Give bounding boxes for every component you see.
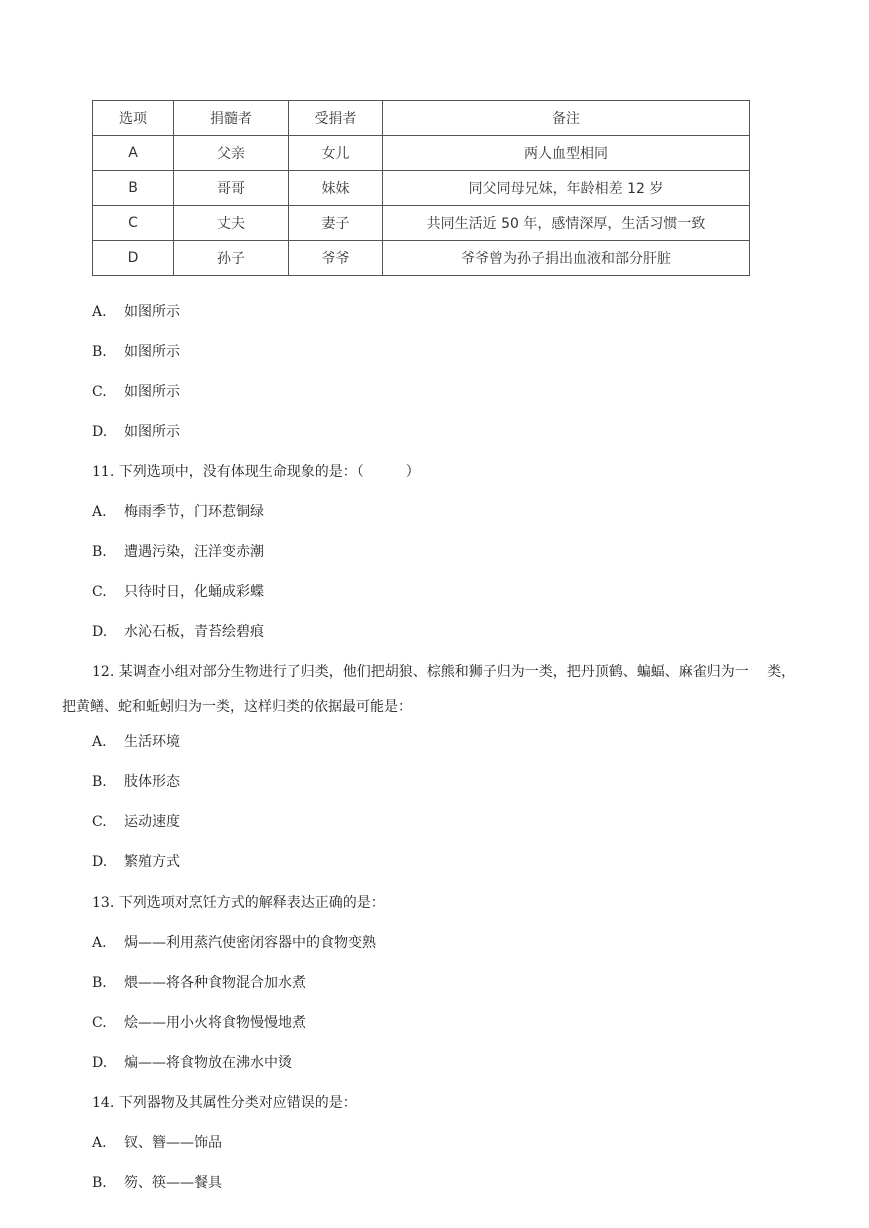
table-cell: C [93,206,174,241]
table-cell: A [93,136,174,171]
option-b: B. 笏、筷——餐具 [92,1175,222,1191]
table-header-cell: 捐髓者 [174,101,289,136]
option-a: A. 如图所示 [92,304,180,320]
question-12-stem-line2: 把黄鳝、蛇和蚯蚓归为一类，这样归类的依据最可能是： [62,699,412,715]
option-a: A. 焗——利用蒸汽使密闭容器中的食物变熟 [92,935,376,951]
option-a: A. 生活环境 [92,734,180,750]
table-cell: 爷爷 [289,241,383,276]
option-c: C. 运动速度 [92,814,180,830]
option-b: B. 遭遇污染，汪洋变赤潮 [92,544,264,560]
option-a: A. 梅雨季节，门环惹铜绿 [92,504,264,520]
table-cell: 丈夫 [174,206,289,241]
question-12-stem-line1: 12. 某调查小组对部分生物进行了归类，他们把胡狼、棕熊和狮子归为一类，把丹顶鹤、蝙蝠、麻雀归为一 类， [92,664,796,680]
question-14-stem: 14. 下列器物及其属性分类对应错误的是： [92,1095,357,1111]
table-cell: 两人血型相同 [383,136,750,171]
option-c: C. 只待时日，化蛹成彩蝶 [92,584,264,600]
option-d: D. 水沁石板，青苔绘碧痕 [92,624,264,640]
option-b: B. 如图所示 [92,344,180,360]
table-row [93,206,750,241]
option-d: D. 如图所示 [92,424,180,440]
table-cell: D [93,241,174,276]
question-11-stem: 11. 下列选项中，没有体现生命现象的是：（ ） [92,464,420,480]
table-row [93,241,750,276]
table-row [93,171,750,206]
table-cell: 父亲 [174,136,289,171]
option-b: B. 肢体形态 [92,774,180,790]
table-cell: 爷爷曾为孙子捐出血液和部分肝脏 [383,241,750,276]
table-row [93,136,750,171]
table-cell: 妹妹 [289,171,383,206]
option-d: D. 繁殖方式 [92,854,180,870]
table-header-cell: 备注 [383,101,750,136]
table-cell: 女儿 [289,136,383,171]
table-cell: 共同生活近 50 年，感情深厚，生活习惯一致 [383,206,750,241]
table-header-cell: 受捐者 [289,101,383,136]
table-header-cell: 选项 [93,101,174,136]
table-cell: 同父同母兄妹，年龄相差 12 岁 [383,171,750,206]
question-13-stem: 13. 下列选项对烹饪方式的解释表达正确的是： [92,895,385,911]
table-cell: 哥哥 [174,171,289,206]
donor-table [92,100,749,276]
table-header-row [93,101,750,136]
option-d: D. 煸——将食物放在沸水中烫 [92,1055,292,1071]
table-cell: B [93,171,174,206]
table-cell: 孙子 [174,241,289,276]
option-a: A. 钗、簪——饰品 [92,1135,222,1151]
option-b: B. 煨——将各种食物混合加水煮 [92,975,306,991]
option-c: C. 如图所示 [92,384,180,400]
table-cell: 妻子 [289,206,383,241]
option-c: C. 烩——用小火将食物慢慢地煮 [92,1015,306,1031]
